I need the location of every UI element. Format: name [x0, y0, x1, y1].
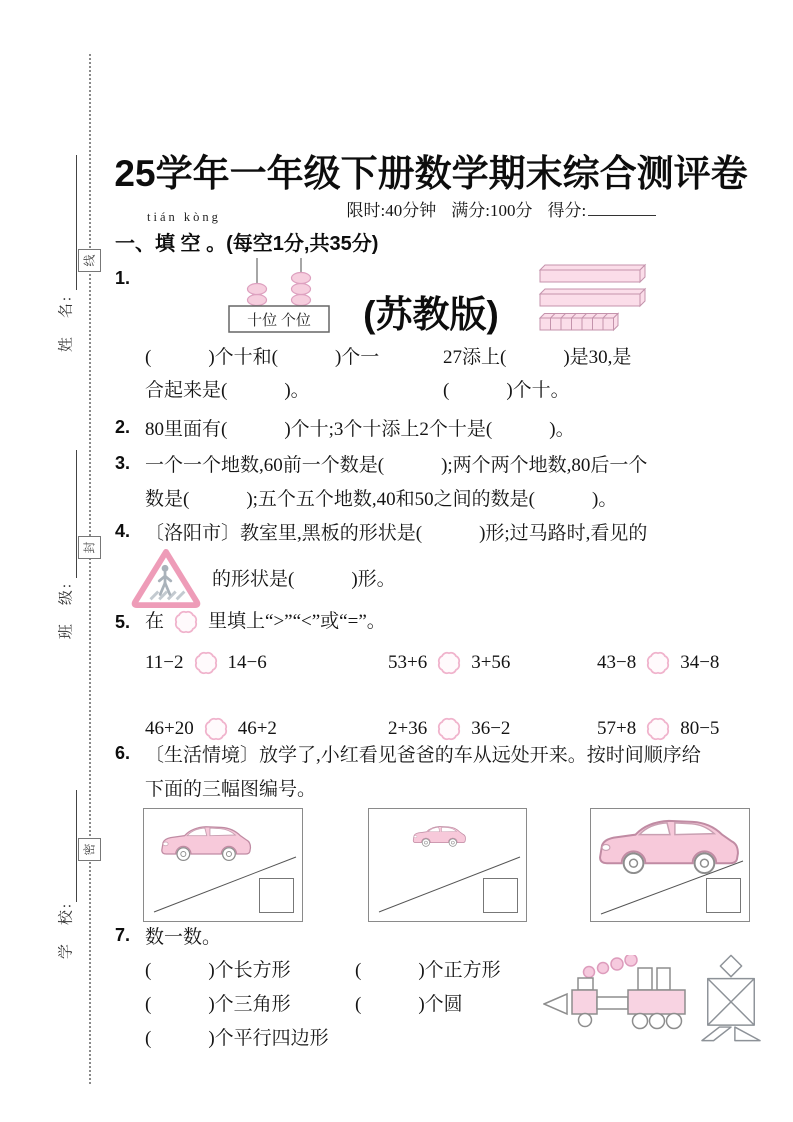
q7-count-circle: ( )个圆	[355, 994, 463, 1015]
q1-line2-left: 合起来是( )。	[145, 380, 310, 401]
q4-line1: 〔洛阳市〕教室里,黑板的形状是( )形;过马路时,看见的	[145, 523, 648, 544]
q7-count-square: ( )个正方形	[355, 960, 501, 981]
seal-mid-box: 封	[78, 536, 101, 559]
flower-slot-icon[interactable]	[193, 650, 219, 676]
q6-panel-1	[143, 808, 303, 922]
train-shapes-icon	[543, 955, 693, 1030]
flower-slot-icon[interactable]	[436, 716, 462, 742]
q5-cell	[145, 716, 277, 742]
q5-number: 5.	[115, 612, 131, 632]
q5-cell	[388, 650, 510, 676]
q3-number: 3.	[115, 453, 131, 473]
score-line	[338, 176, 671, 221]
q5-prompt-before: 在	[145, 611, 165, 632]
q5-expr: 11−2	[145, 652, 184, 673]
q5-expr: 80−5	[680, 718, 720, 739]
q6-line1: 〔生活情境〕放学了,小红看见爸爸的车从远处开来。按时间顺序给	[145, 745, 701, 766]
q5-cell	[145, 650, 267, 676]
abacus-place-label: 十位 个位	[247, 313, 311, 329]
q4-line2: 的形状是( )形。	[212, 569, 396, 590]
score-label: 得分:	[547, 201, 587, 220]
q5-expr: 46+2	[237, 718, 277, 739]
q1-line1-right: 27添上( )是30,是	[443, 347, 632, 368]
q7-count-rect: ( )个长方形	[145, 960, 291, 981]
car-icon	[158, 821, 253, 863]
time-limit-label: 限时:40分钟	[346, 201, 437, 220]
q5-cell	[388, 716, 510, 742]
abacus-icon	[225, 256, 335, 334]
name-field-label: 姓 名:	[58, 294, 75, 353]
school-write-line	[76, 790, 77, 902]
class-field-label: 班 级:	[58, 581, 75, 640]
flower-slot-icon[interactable]	[645, 716, 671, 742]
q5-expr: 3+56	[471, 652, 511, 673]
q5-expr: 36−2	[471, 718, 511, 739]
base-ten-blocks-icon	[536, 262, 658, 332]
page-title-line1: 25学年一年级下册数学期末综合测评卷	[114, 153, 748, 194]
q7-count-parallelogram: ( )个平行四边形	[145, 1028, 329, 1049]
q6-answer-box-1[interactable]	[259, 878, 294, 913]
q5-prompt	[145, 608, 386, 635]
full-score-label: 满分:100分	[451, 201, 533, 220]
q5-expr: 53+6	[388, 652, 428, 673]
q7-count-triangle: ( )个三角形	[145, 994, 291, 1015]
class-write-line	[76, 450, 77, 578]
pedestrian-crossing-sign-icon	[130, 548, 202, 608]
section-one-heading: 一、填 空 。(每空1分,共35分)	[115, 233, 379, 255]
q6-line2: 下面的三幅图编号。	[145, 779, 317, 800]
flower-slot-icon[interactable]	[203, 716, 229, 742]
q3-line2: 数是( );五个五个地数,40和50之间的数是( )。	[145, 489, 618, 510]
seal-bottom-box: 密	[78, 838, 101, 861]
q6-answer-box-2[interactable]	[483, 878, 518, 913]
q5-expr: 34−8	[680, 652, 720, 673]
q5-expr: 43−8	[597, 652, 637, 673]
q5-cell	[597, 716, 719, 742]
flower-slot-icon[interactable]	[436, 650, 462, 676]
q5-expr: 46+20	[145, 718, 194, 739]
q5-prompt-after: 里填上“>”“<”或“=”。	[208, 611, 386, 632]
page-title-line2: (苏教版)	[363, 294, 499, 335]
car-icon	[594, 812, 742, 877]
q5-expr: 57+8	[597, 718, 637, 739]
q7-prompt: 数一数。	[145, 927, 222, 948]
q1-number: 1.	[115, 268, 131, 288]
seal-line-box: 线	[78, 249, 101, 272]
tangram-figure-icon	[700, 952, 762, 1044]
q1-line2-right: ( )个十。	[443, 380, 570, 401]
q5-expr: 2+36	[388, 718, 428, 739]
school-field-label: 学 校:	[58, 901, 75, 960]
q4-number: 4.	[115, 521, 131, 541]
q6-number: 6.	[115, 743, 131, 763]
binding-dotted-line	[89, 54, 91, 1084]
q2-number: 2.	[115, 417, 131, 437]
name-write-line	[76, 155, 77, 290]
flower-slot-icon[interactable]	[645, 650, 671, 676]
q2-text: 80里面有( )个十;3个十添上2个十是( )。	[145, 419, 575, 440]
q1-line1-left: ( )个十和( )个一	[145, 347, 380, 368]
pinyin-annotation: tián kòng	[147, 210, 221, 224]
q7-number: 7.	[115, 925, 131, 945]
q6-panel-3	[590, 808, 750, 922]
car-icon	[411, 823, 467, 848]
score-blank[interactable]	[588, 200, 656, 216]
q3-line1: 一个一个地数,60前一个数是( );两个两个地数,80后一个	[145, 455, 648, 476]
q6-answer-box-3[interactable]	[706, 878, 741, 913]
q5-expr: 14−6	[227, 652, 267, 673]
q6-panel-2	[368, 808, 527, 922]
flower-slot-icon	[173, 609, 199, 635]
q5-cell	[597, 650, 719, 676]
